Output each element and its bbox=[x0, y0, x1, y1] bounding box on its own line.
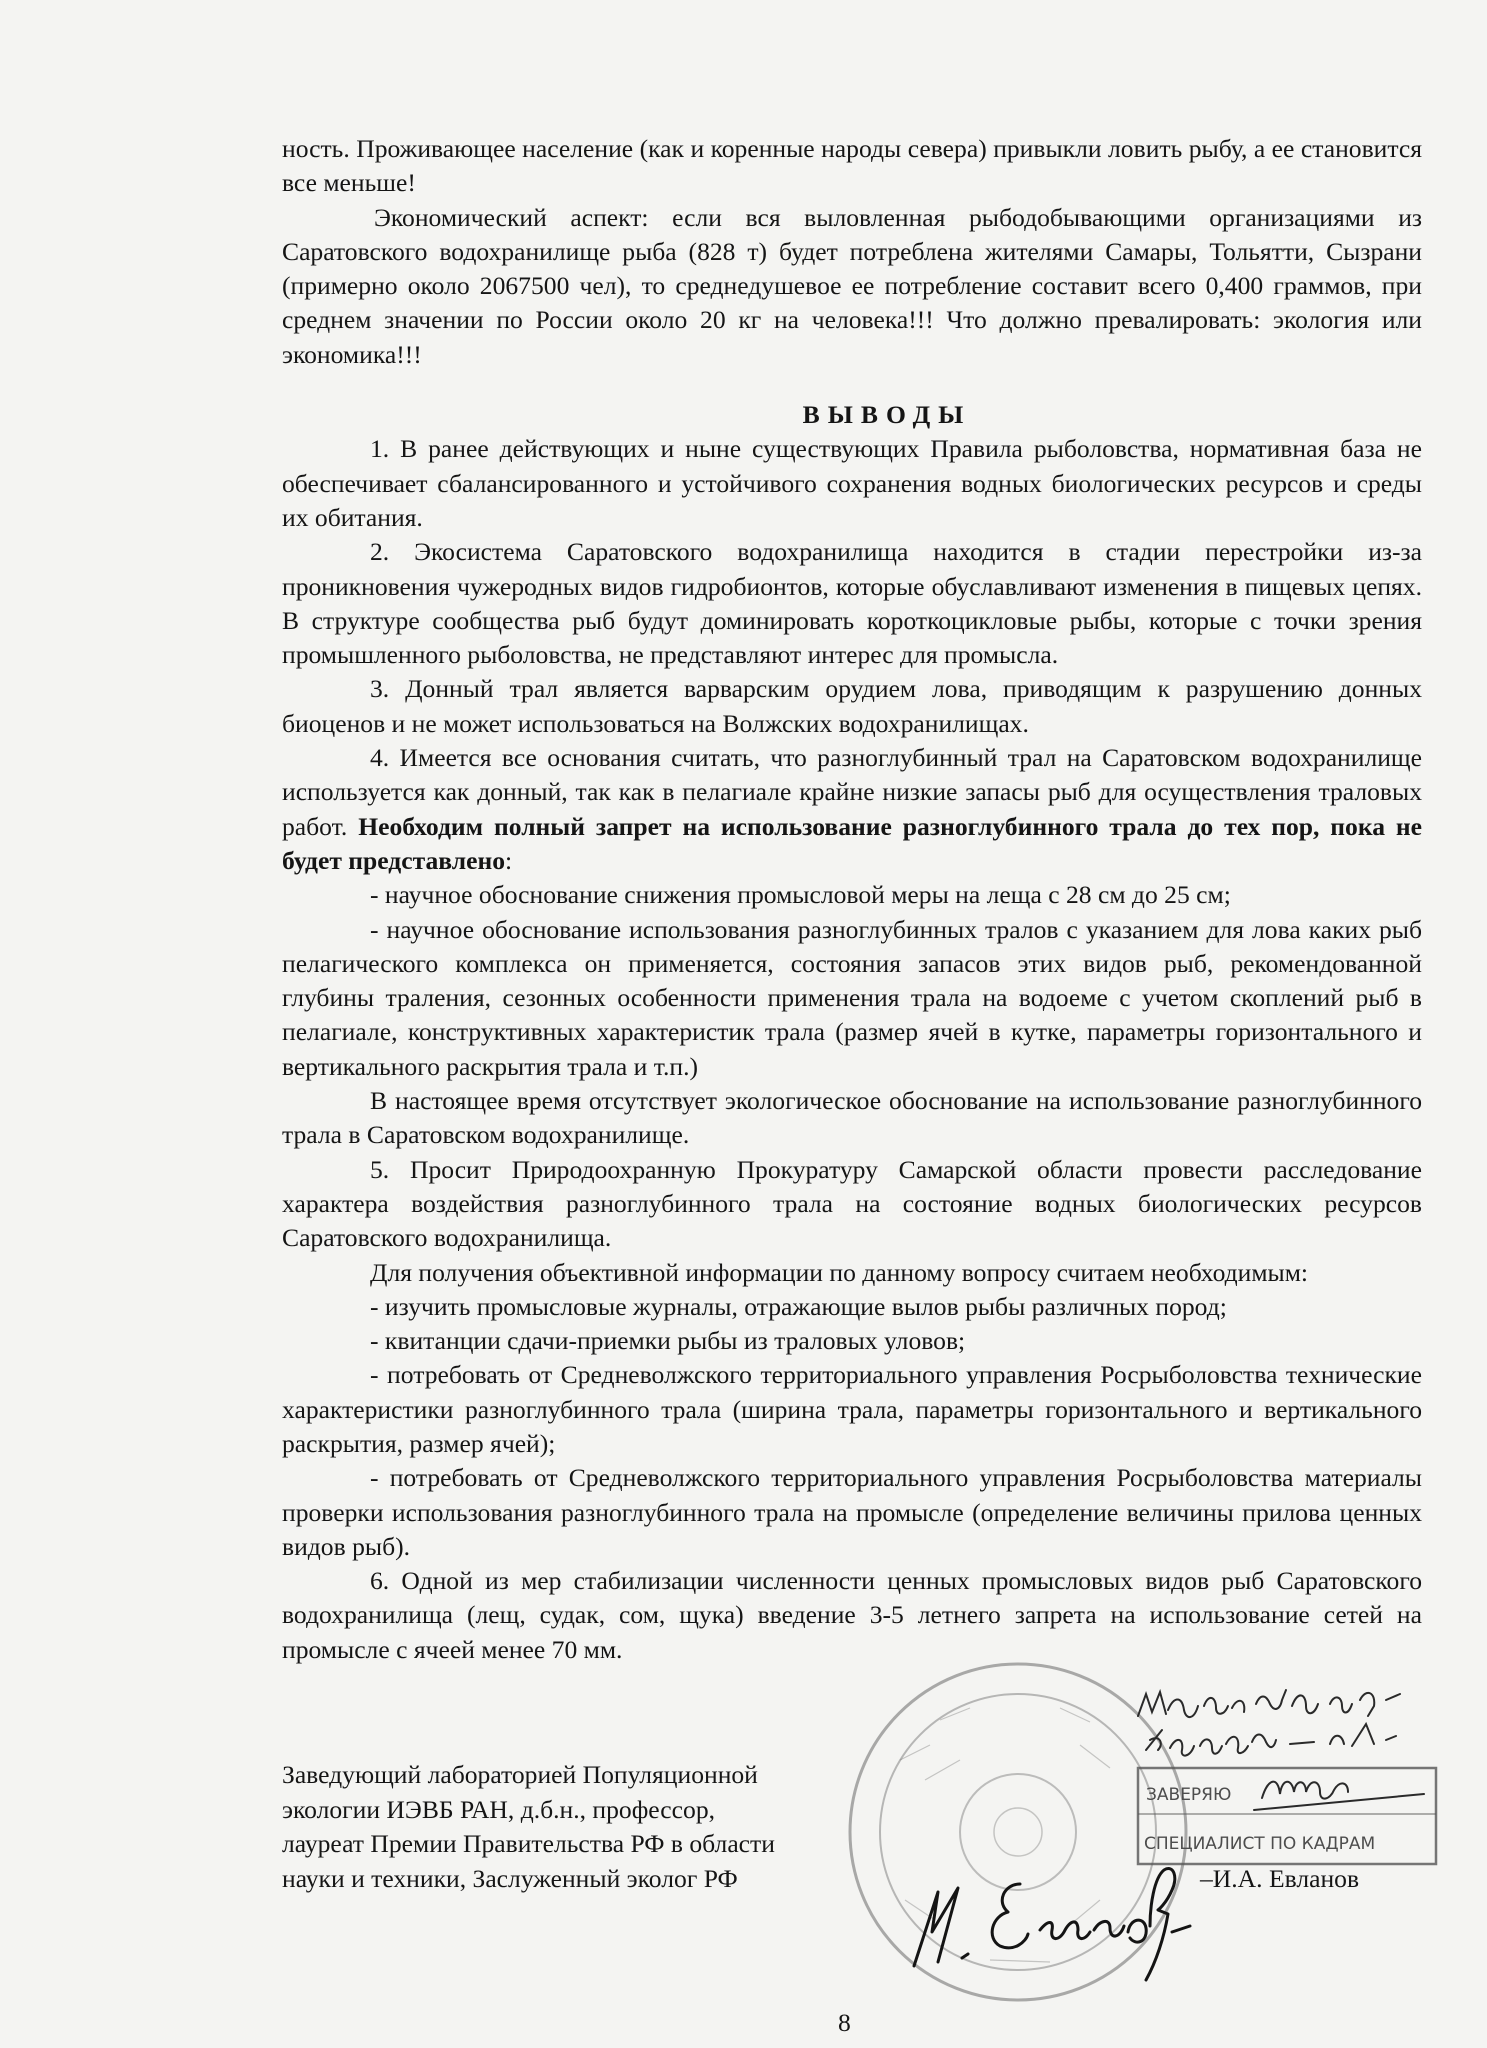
stamp-line-1: ЗАВЕРЯЮ bbox=[1146, 1785, 1232, 1805]
conclusion-5-intro: Для получения объективной информации по данному вопросу считаем необходимым: bbox=[370, 1257, 1309, 1287]
paragraph-continuation: ность. Проживающее население (как и коренные народы севера) привыкли ловить рыбу, а ее становится все меньше! bbox=[282, 134, 1422, 198]
conclusion-4-item-1: - научное обоснование снижения промысловой меры на леща с 28 см до 25 см; bbox=[370, 880, 1231, 910]
conclusion-2: 2. Экосистема Саратовского водохранилища находится в стадии перестройки из-за проникновения чужеродных видов гидробионтов, которые обуславливают изменения в пищевых цепях. В структуре сообщества рыб будут доминировать короткоцикловые рыбы, которые с точки зрения промышленного рыболовства, не представляют интерес для промысла. bbox=[282, 537, 1422, 670]
conclusion-5-item-3: - потребовать от Средневолжского территориального управления Росрыболовства технические характеристики разноглубинного трала (ширина трала, параметры горизонтального и вертикального раскрытия, размер ячей); bbox=[282, 1360, 1422, 1458]
conclusion-5-item-4: - потребовать от Средневолжского территориального управления Росрыболовства материалы проверки использования разноглубинного трала на промысле (определение величины прилова ценных видов рыб). bbox=[282, 1463, 1422, 1561]
conclusion-3: 3. Донный трал является варварским орудием лова, приводящим к разрушению донных биоценов и не может использоваться на Волжских водохранилищах. bbox=[282, 674, 1422, 738]
page-number: 8 bbox=[838, 2008, 851, 2037]
conclusion-4-colon: : bbox=[505, 845, 513, 875]
conclusion-4-note: В настоящее время отсутствует экологическое обоснование на использование разноглубинного трала в Саратовском водохранилище. bbox=[282, 1086, 1422, 1150]
stamp-line-2: СПЕЦИАЛИСТ ПО КАДРАМ bbox=[1144, 1834, 1376, 1854]
signature-dash: – bbox=[1200, 1864, 1213, 1893]
signer-name-text: И.А. Евланов bbox=[1212, 1864, 1360, 1893]
paragraph-economic-aspect: Экономический аспект: если вся выловленная рыбодобывающими организациями из Саратовского водохранилище рыба (828 т) будет потреблена жителями Самары, Тольятти, Сызрани (примерно около 2067500 чел), то среднедушевое ее потребление составит всего 0,400 граммов, при среднем значении по России около 20 кг на человека!!! Что должно превалировать: экология или экономика!!! bbox=[282, 202, 1422, 369]
handwritten-signature bbox=[914, 1869, 1190, 1980]
signatory-line: науки и техники, Заслуженный эколог РФ bbox=[282, 1863, 738, 1893]
conclusion-4-item-2: - научное обоснование использования разноглубинных тралов с указанием для лова каких рыб пелагического комплекса он применяется, состояния запасов этих видов рыб, рекомендованной глубины траления, сезонных особенности применения трала на водоеме с учетом скоплений рыб в пелагиале, конструктивных характеристик трала (размер ячей в кутке, параметры горизонтального и вертикального раскрытия трала и т.п.) bbox=[282, 914, 1422, 1081]
conclusion-4-bold-demand: Необходим полный запрет на использование разноглубинного трала до тех пор, пока не будет представлено bbox=[282, 811, 1422, 875]
conclusion-6: 6. Одной из мер стабилизации численности ценных промысловых видов рыб Саратовского водохранилища (лещ, судак, сом, щука) введение 3-5 летнего запрета на использование сетей на промысле с ячеей менее 70 мм. bbox=[282, 1566, 1422, 1664]
conclusion-4-text: 4. Имеется все основания считать, что разноглубинный трал на Саратовском водохранилище используется как донный, так как в пелагиале крайне низкие запасы рыб для осуществления траловых работ. bbox=[282, 743, 1422, 841]
conclusions-heading: ВЫВОДЫ bbox=[802, 400, 972, 430]
conclusion-5-item-1: - изучить промысловые журналы, отражающие вылов рыбы различных пород; bbox=[370, 1291, 1227, 1321]
signatory-line: Заведующий лабораторией Популяционной bbox=[282, 1760, 758, 1789]
signatory-line: экологии ИЭВБ РАН, д.б.н., профессор, bbox=[282, 1794, 716, 1824]
conclusion-5: 5. Просит Природоохранную Прокуратуру Самарской области провести расследование характера воздействия разноглубинного трала на состояние водных биологических ресурсов Саратовского водохранилища. bbox=[282, 1154, 1422, 1253]
round-seal-stamp bbox=[850, 1664, 1186, 2000]
signatory-line: лауреат Премии Правительства РФ в области bbox=[282, 1829, 775, 1858]
conclusion-5-item-2: - квитанции сдачи-приемки рыбы из траловых уловов; bbox=[370, 1326, 966, 1356]
conclusion-1: 1. В ранее действующих и ныне существующих Правила рыболовства, нормативная база не обеспечивает сбалансированного и устойчивого сохранения водных биологических ресурсов и среды их обитания. bbox=[282, 434, 1422, 532]
